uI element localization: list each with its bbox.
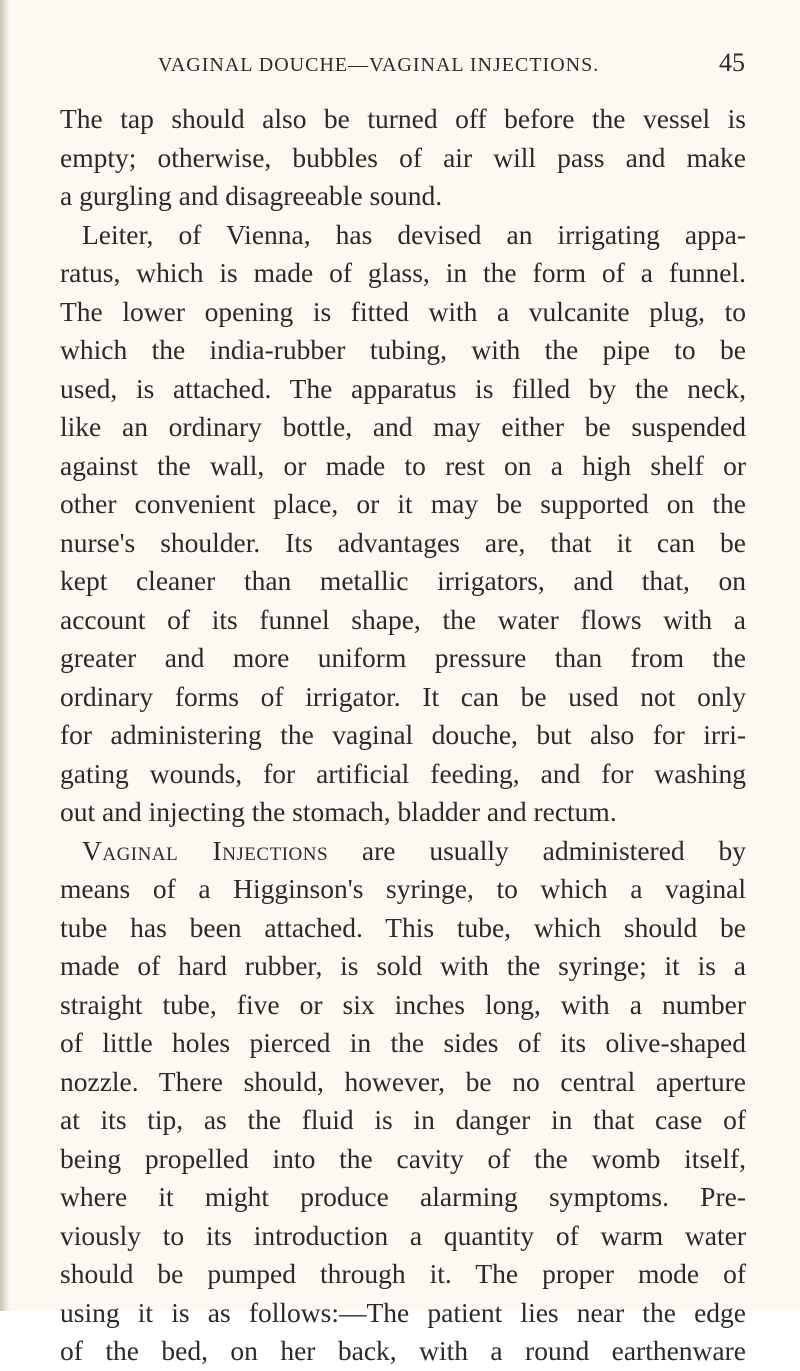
text-line: which the india-rubber tubing, with the pipe to be <box>60 334 746 365</box>
running-head-title: VAGINAL DOUCHE—VAGINAL INJECTIONS. <box>158 54 600 76</box>
text-line: out and injecting the stomach, bladder and rectum. <box>60 796 617 827</box>
section-heading: Vaginal Injections <box>82 834 329 866</box>
text-line: The lower opening is fitted with a vulcanite plug, to <box>60 295 746 327</box>
text-line: kept cleaner than metallic irrigators, and that, on <box>60 565 746 596</box>
text-line: against the wall, or made to rest on a high shelf or <box>60 449 746 481</box>
text-line: greater and more uniform pressure than from the <box>60 642 746 673</box>
body-text <box>60 100 746 1371</box>
text-line: ordinary forms of irrigator. It can be used not only <box>60 680 746 712</box>
text-line: other convenient place, or it may be supported on the <box>60 488 746 519</box>
text-line: means of a Higginson's syringe, to which a vaginal <box>60 873 746 904</box>
paragraph <box>60 832 746 1371</box>
text-line: like an ordinary bottle, and may either be suspended <box>60 411 746 442</box>
text-line: used, is attached. The apparatus is filled by the neck, <box>60 372 746 404</box>
text-line: at its tip, as the fluid is in danger in that case of <box>60 1104 746 1135</box>
text-line: nozzle. There should, however, be no central aperture <box>60 1065 746 1097</box>
text-line: ratus, which is made of glass, in the form of a funnel. <box>60 257 746 288</box>
text-line: for administering the vaginal douche, but also for irri- <box>60 719 746 750</box>
text-line: a gurgling and disagreeable sound. <box>60 180 443 211</box>
paragraph <box>60 100 746 216</box>
running-head <box>70 48 745 84</box>
text-line <box>60 832 746 871</box>
text-line: The tap should also be turned off before the vessel is <box>60 103 746 134</box>
text-line: account of its funnel shape, the water flows with a <box>60 603 746 635</box>
text-line: straight tube, five or six inches long, with a number <box>60 988 746 1020</box>
text-line: tube has been attached. This tube, which should be <box>60 911 746 943</box>
paragraph <box>60 216 746 832</box>
text-line: of little holes pierced in the sides of its olive-shaped <box>60 1027 746 1058</box>
text-line: nurse's shoulder. Its advantages are, that it can be <box>60 526 746 558</box>
text-line: viously to its introduction a quantity of warm water <box>60 1219 746 1251</box>
text-run: are usually administered by <box>328 834 747 866</box>
text-line: using it is as follows:—The patient lies near the edge <box>60 1296 746 1328</box>
text-line: where it might produce alarming symptoms. Pre- <box>60 1181 746 1212</box>
page-number: 45 <box>719 48 745 77</box>
text-line: of the bed, on her back, with a round earthenware <box>60 1335 746 1366</box>
text-line: empty; otherwise, bubbles of air will pass and make <box>60 141 746 173</box>
page-binding-edge <box>0 0 10 1311</box>
text-line: being propelled into the cavity of the womb itself, <box>60 1142 746 1174</box>
text-line: made of hard rubber, is sold with the syringe; it is a <box>60 950 746 981</box>
text-line: gating wounds, for artificial feeding, and for washing <box>60 757 746 789</box>
text-line: should be pumped through it. The proper mode of <box>60 1258 746 1289</box>
text-line: Leiter, of Vienna, has devised an irrigating appa- <box>82 218 746 250</box>
